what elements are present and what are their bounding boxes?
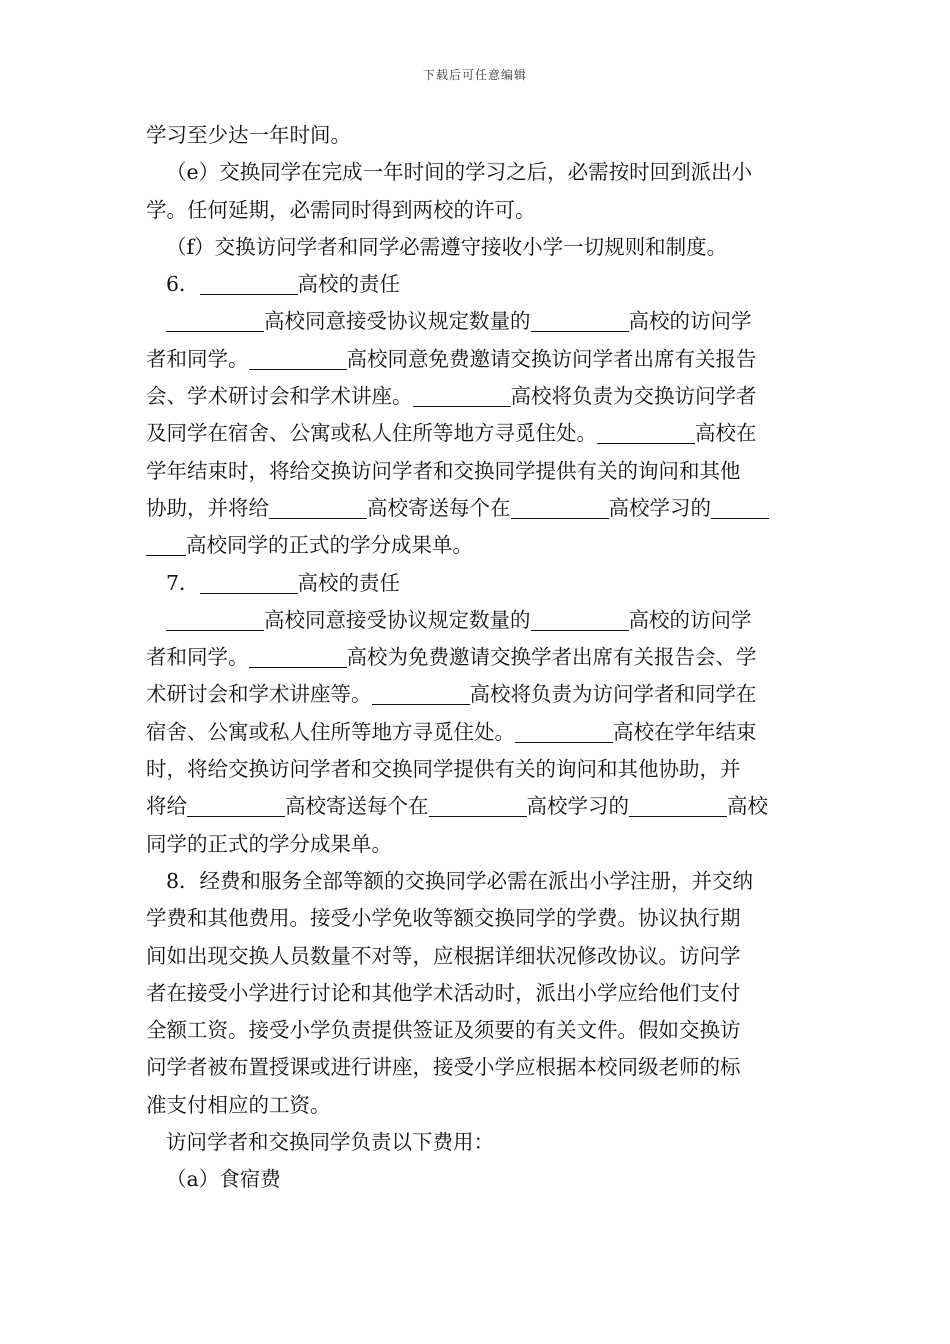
text-fragment: 高校学习的	[526, 794, 629, 819]
section-number: 7．	[166, 570, 200, 595]
section-7-heading	[146, 565, 811, 602]
fill-blank[interactable]	[413, 382, 511, 407]
text-fragment: 高校同学的正式的学分成果单。	[186, 533, 473, 558]
text-line: 学年结束时，将给交换访问学者和交换同学提供有关的询问和其他	[146, 458, 741, 483]
text-line	[146, 788, 811, 825]
text-line	[146, 490, 811, 527]
fill-blank[interactable]	[200, 569, 298, 594]
fill-blank[interactable]	[629, 792, 727, 817]
fill-blank[interactable]	[200, 270, 298, 295]
fill-blank[interactable]	[511, 494, 609, 519]
fill-blank[interactable]	[531, 606, 629, 631]
text-line: 时，将给交换访问学者和交换同学提供有关的询问和其他协助，并	[146, 757, 741, 782]
fill-blank[interactable]	[166, 606, 264, 631]
section-number: 6．	[166, 272, 200, 297]
text-line	[146, 714, 811, 751]
document-body	[146, 117, 811, 1199]
text-line: 全额工资。接受小学负责提供签证及须要的有关文件。假如交换访	[146, 1018, 741, 1043]
text-line	[146, 602, 811, 639]
text-line	[146, 639, 811, 676]
fill-blank[interactable]	[711, 494, 769, 519]
fill-blank[interactable]	[166, 307, 264, 332]
section-6-heading	[146, 266, 811, 303]
text-fragment: 会、学术研讨会和学术讲座。	[146, 384, 413, 409]
fill-blank[interactable]	[146, 531, 186, 556]
fill-blank[interactable]	[597, 419, 695, 444]
text-fragment: 高校将负责为交换访问学者	[510, 384, 757, 409]
text-fragment: 高校学习的	[608, 495, 711, 520]
fill-blank[interactable]	[269, 494, 367, 519]
text-line: 问学者被布置授课或进行讲座，接受小学应根据本校同级老师的标	[146, 1055, 741, 1080]
text-line: 学习至少达一年时间。	[146, 123, 351, 147]
text-fragment: 高校的访问学	[628, 309, 752, 334]
text-fragment: 高校	[727, 794, 768, 819]
fill-blank[interactable]	[249, 643, 347, 668]
clause-a: （a）食宿费	[166, 1167, 281, 1192]
text-line: 者在接受小学进行讨论和其他学术活动时，派出小学应给他们支付	[146, 980, 741, 1005]
text-fragment: 将给	[146, 794, 187, 819]
text-line	[146, 415, 811, 452]
text-line: 同学的正式的学分成果单。	[146, 831, 392, 856]
text-fragment: 高校为免费邀请交换学者出席有关报告会、学	[346, 645, 757, 670]
text-fragment: 高校同意免费邀请交换访问学者出席有关报告	[346, 346, 757, 371]
text-fragment: 高校寄送每个在	[285, 794, 429, 819]
section-8-paragraph: 8．经费和服务全部等额的交换同学必需在派出小学注册，并交纳	[166, 868, 754, 893]
text-line	[146, 341, 811, 378]
text-fragment: 高校将负责为访问学者和同学在	[469, 682, 757, 707]
text-fragment: 高校同意接受协议规定数量的	[264, 607, 531, 632]
text-line	[146, 527, 811, 564]
section-title: 高校的责任	[297, 570, 401, 595]
fill-blank[interactable]	[531, 307, 629, 332]
fill-blank[interactable]	[249, 345, 347, 370]
clause-e: （e）交换同学在完成一年时间的学习之后，必需按时回到派出小	[166, 160, 753, 185]
text-fragment: 协助，并将给	[146, 495, 269, 520]
text-line: 访问学者和交换同学负责以下费用：	[166, 1130, 494, 1155]
text-fragment: 高校的访问学	[628, 607, 752, 632]
text-fragment: 及同学在宿舍、公寓或私人住所等地方寻觅住处。	[146, 421, 597, 446]
text-line	[146, 303, 811, 340]
text-fragment: 术研讨会和学术讲座等。	[146, 682, 372, 707]
text-line: 间如出现交换人员数量不对等，应根据详细状况修改协议。访问学	[146, 943, 741, 968]
fill-blank[interactable]	[372, 680, 470, 705]
text-fragment: 高校同意接受协议规定数量的	[264, 309, 531, 334]
text-fragment: 高校在学年结束	[613, 719, 757, 744]
page-header: 下载后可任意编辑	[422, 68, 527, 82]
text-line	[146, 676, 811, 713]
fill-blank[interactable]	[515, 718, 613, 743]
text-line: 学。任何延期，必需同时得到两校的许可。	[146, 197, 536, 222]
text-line	[146, 378, 811, 415]
text-line: 学费和其他费用。接受小学免收等额交换同学的学费。协议执行期	[146, 906, 741, 931]
clause-f: （f）交换访问学者和同学必需遵守接收小学一切规则和制度。	[166, 234, 728, 259]
text-line: 准支付相应的工资。	[146, 1092, 331, 1117]
text-fragment: 高校寄送每个在	[367, 495, 511, 520]
fill-blank[interactable]	[187, 792, 285, 817]
text-fragment: 者和同学。	[146, 346, 249, 371]
text-fragment: 宿舍、公寓或私人住所等地方寻觅住处。	[146, 719, 515, 744]
section-title: 高校的责任	[297, 272, 401, 297]
text-fragment: 高校在	[695, 421, 757, 446]
text-fragment: 者和同学。	[146, 645, 249, 670]
fill-blank[interactable]	[429, 792, 527, 817]
